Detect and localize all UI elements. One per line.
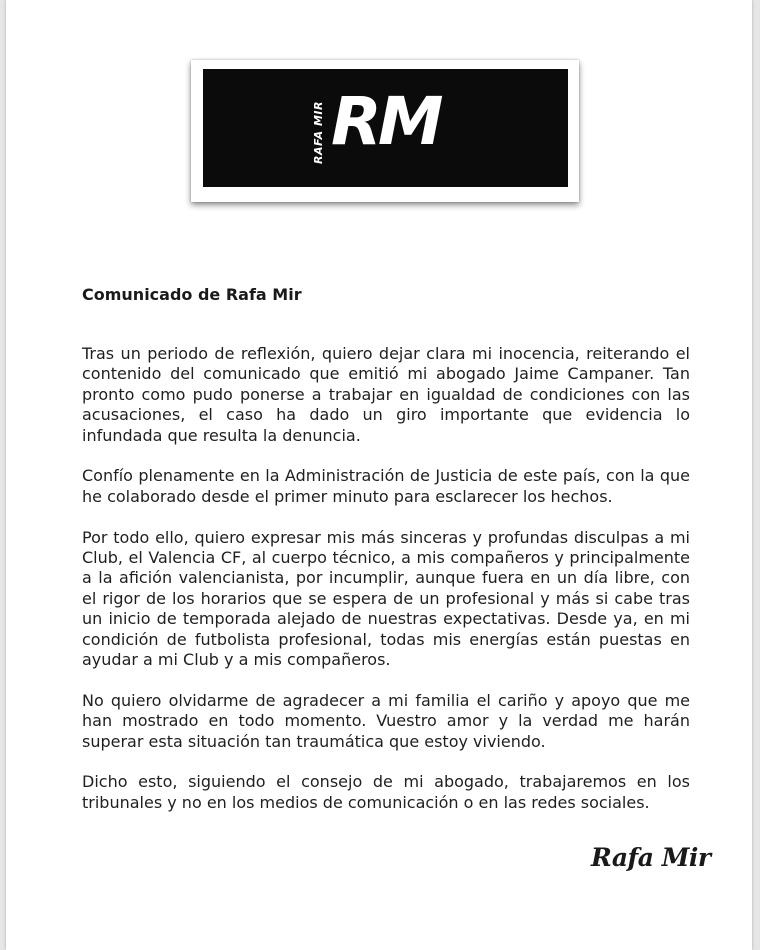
paragraph: Confío plenamente en la Administración de Justicia de este país, con la que he colaborado desde el primer minuto para esclarecer los hechos. <box>82 466 690 506</box>
logo-monogram: RM <box>331 83 440 160</box>
paragraph: Dicho esto, siguiendo el consejo de mi abogado, trabajaremos en los tribunales y no en los medios de comunicación o en las redes sociales. <box>82 772 690 812</box>
document-page <box>6 0 752 950</box>
statement-title: Comunicado de Rafa Mir <box>82 285 302 304</box>
paragraph: No quiero olvidarme de agradecer a mi familia el cariño y apoyo que me han mostrado en todo momento. Vuestro amor y la verdad me harán superar esta situación tan traumática que estoy viviendo. <box>82 690 690 751</box>
paragraph: Por todo ello, quiero expresar mis más sinceras y profundas disculpas a mi Club, el Valencia CF, al cuerpo técnico, a mis compañeros y principalmente a la afición valencianista, por incumplir, aunque fuera en un día libre, con el rigor de los horarios que se espera de un profesional y más si cabe tras un inicio de temporada alejado de nuestras expectativas. Desde ya, en mi condición de futbolista profesional, todas mis energías están puestas en ayudar a mi Club y a mis compañeros. <box>82 527 690 670</box>
statement-body <box>82 344 690 834</box>
logo-vertical-label: RAFA MIR <box>311 100 325 164</box>
paragraph: Tras un periodo de reflexión, quiero dejar clara mi inocencia, reiterando el contenido del comunicado que emitió mi abogado Jaime Campaner. Tan pronto como pudo ponerse a trabajar en igualdad de condiciones con las acusaciones, el caso ha dado un giro importante que evidencia lo infundada que resulta la denuncia. <box>82 344 690 445</box>
logo-vertical-text <box>311 101 325 163</box>
logo-frame <box>191 60 579 202</box>
logo-box <box>203 69 568 187</box>
signature: Rafa Mir <box>591 843 711 872</box>
